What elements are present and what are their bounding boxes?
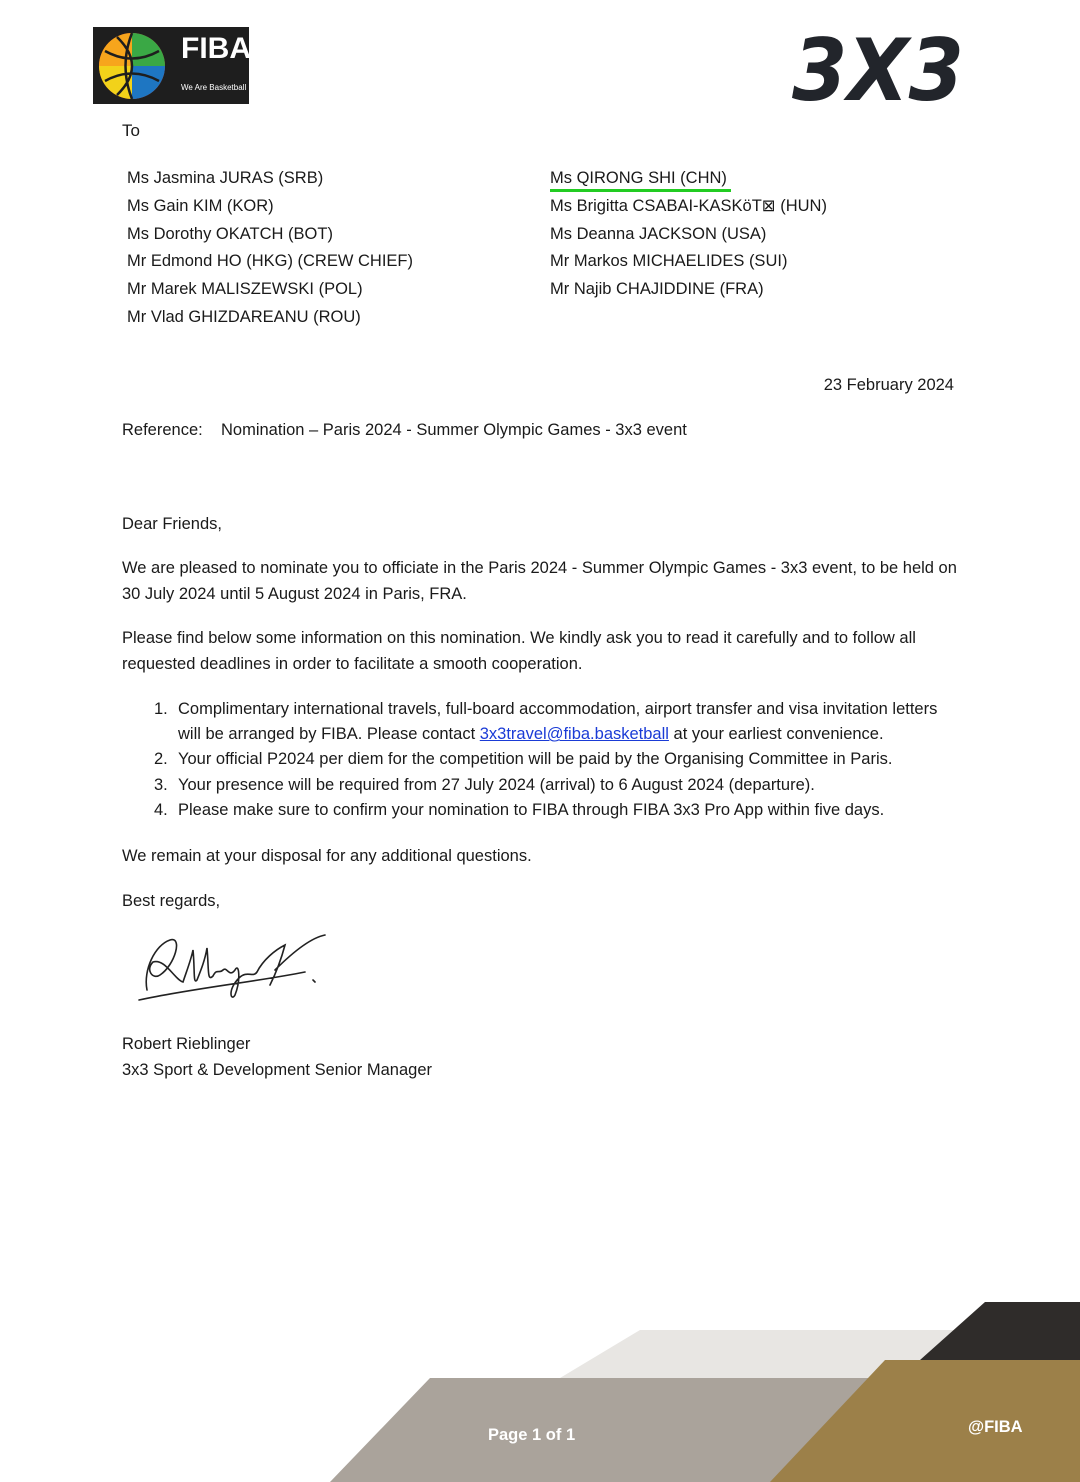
basketball-icon xyxy=(97,31,167,101)
to-label: To xyxy=(122,121,140,140)
reference-line xyxy=(122,421,687,440)
signatory-title: 3x3 Sport & Development Senior Manager xyxy=(122,1061,433,1079)
fiba-logo xyxy=(93,27,249,104)
recipient: Ms Brigitta CSABAI-KASKöT⊠ (HUN) xyxy=(550,196,827,215)
regards-line: Best regards, xyxy=(122,892,221,910)
recipients-left-column xyxy=(127,165,413,332)
recipient: Ms Gain KIM (KOR) xyxy=(127,196,274,215)
list-item: 3. Your presence will be required from 27 July 2024 (arrival) to 6 August 2024 (departure). xyxy=(154,775,815,794)
signatory xyxy=(122,1031,432,1083)
page-number: Page 1 of 1 xyxy=(488,1426,576,1444)
letter-date: 23 February 2024 xyxy=(823,376,954,394)
3x3-logo xyxy=(790,28,965,106)
paragraph-information: Please find below some information on this nomination. We kindly ask you to read it carefully and to follow all requested deadlines in order to facilitate a smooth cooperation. xyxy=(122,629,916,673)
social-handle: @FIBA xyxy=(968,1418,1023,1436)
signatory-name: Robert Rieblinger xyxy=(122,1035,251,1053)
reference-text: Nomination – Paris 2024 - Summer Olympic Games - 3x3 event xyxy=(221,421,687,439)
travel-email-link[interactable]: 3x3travel@fiba.basketball xyxy=(479,725,669,744)
fiba-wordmark: FIBA xyxy=(181,32,251,65)
recipient: Mr Marek MALISZEWSKI (POL) xyxy=(127,280,363,299)
list-item: 1. Complimentary international travels, full-board accommodation, airport transfer and visa invitation letters will be arranged by FIBA. Please contact 3x3travel@fiba.basketball at your earliest convenience. xyxy=(154,700,938,744)
greeting: Dear Friends, xyxy=(122,515,222,533)
svg-text:3X3: 3X3 xyxy=(792,28,964,106)
recipient: Ms Deanna JACKSON (USA) xyxy=(550,224,767,243)
recipients-right-column xyxy=(550,165,827,304)
reference-label: Reference: xyxy=(122,421,203,439)
footer-banner xyxy=(0,1290,1080,1482)
closing-line: We remain at your disposal for any additional questions. xyxy=(122,847,532,865)
recipient: Ms Jasmina JURAS (SRB) xyxy=(127,169,324,187)
recipient: Mr Vlad GHIZDAREANU (ROU) xyxy=(127,307,361,326)
paragraph-nomination: We are pleased to nominate you to officiate in the Paris 2024 - Summer Olympic Games - 3x3 event, to be held on 30 July 2024 until 5 August 2024 in Paris, FRA. xyxy=(122,559,957,603)
recipient: Mr Markos MICHAELIDES (SUI) xyxy=(550,252,788,271)
signature xyxy=(135,930,335,1010)
list-item: 4. Please make sure to confirm your nomination to FIBA through FIBA 3x3 Pro App within five days. xyxy=(154,800,885,819)
recipient: Mr Najib CHAJIDDINE (FRA) xyxy=(550,280,764,299)
recipient-highlighted: Ms QIRONG SHI (CHN) xyxy=(550,167,731,192)
information-list xyxy=(154,697,954,823)
list-item: 2. Your official P2024 per diem for the competition will be paid by the Organising Committee in Paris. xyxy=(154,750,893,769)
recipient: Mr Edmond HO (HKG) (CREW CHIEF) xyxy=(127,252,414,271)
fiba-tagline: We Are Basketball xyxy=(181,83,247,92)
recipient: Ms Dorothy OKATCH (BOT) xyxy=(127,224,333,243)
